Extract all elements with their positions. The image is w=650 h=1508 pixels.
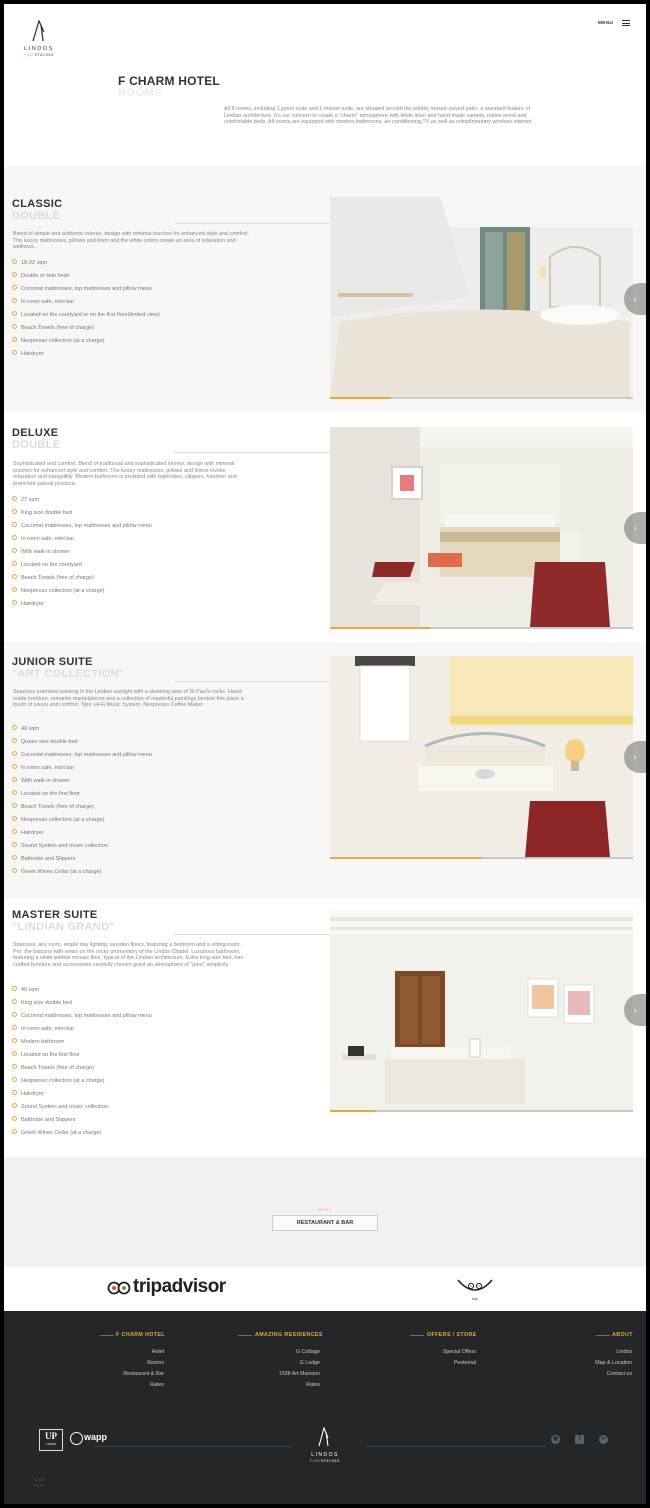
feature-bullet-icon bbox=[12, 751, 17, 756]
next-slide-arrow-icon[interactable]: › bbox=[624, 994, 646, 1026]
list-item: Cocomat mattresses, top mattresses and pillow menu bbox=[12, 1012, 152, 1020]
list-item: Nespresso collection (at a charge) bbox=[12, 587, 104, 595]
list-item: Cocomat mattresses, top mattresses and pillow menu bbox=[12, 285, 152, 293]
feature-bullet-icon bbox=[12, 298, 17, 303]
feature-bullet-icon bbox=[12, 868, 17, 873]
logo-mark-icon[interactable] bbox=[30, 20, 48, 42]
room-photo-deluxe[interactable] bbox=[330, 427, 633, 629]
feature-bullet-icon bbox=[12, 587, 17, 592]
feature-bullet-icon bbox=[12, 496, 17, 501]
feature-bullet-icon bbox=[12, 548, 17, 553]
feature-bullet-icon bbox=[12, 764, 17, 769]
list-item: Hairdryer bbox=[12, 829, 44, 837]
room-subtitle: "ART COLLECTION" bbox=[12, 668, 125, 680]
list-item: Located on the first floor bbox=[12, 790, 80, 798]
list-item: Double or twin beds bbox=[12, 272, 70, 280]
feature-bullet-icon bbox=[12, 272, 17, 277]
feature-bullet-icon bbox=[12, 1116, 17, 1121]
list-item: Sound System and music collection bbox=[12, 1103, 108, 1111]
feature-bullet-icon bbox=[12, 738, 17, 743]
slider-progress-fill bbox=[330, 857, 482, 859]
menu-label[interactable]: MENU bbox=[598, 21, 614, 26]
list-item: 18-22 sqm bbox=[12, 259, 47, 267]
footer-link[interactable]: Rooms bbox=[147, 1360, 164, 1366]
wapp-logo[interactable]: wapp bbox=[84, 1432, 108, 1442]
tripadvisor-badge-icon bbox=[456, 1278, 494, 1294]
slider-progress bbox=[330, 397, 633, 399]
facebook-icon[interactable]: f bbox=[575, 1435, 584, 1444]
divider bbox=[174, 934, 330, 935]
list-item: Beach Towels (free of charge) bbox=[12, 803, 94, 811]
wapp-logo-icon[interactable] bbox=[70, 1432, 83, 1445]
list-item: Cocomat mattresses, top mattresses and pillow menu bbox=[12, 522, 152, 530]
feature-bullet-icon bbox=[12, 509, 17, 514]
list-item: Nespresso collection (at a charge) bbox=[12, 337, 104, 345]
footer-logo-tagline: FINESTAYING bbox=[309, 1459, 341, 1463]
list-item: Queen size double bed bbox=[12, 738, 78, 746]
slider-progress bbox=[330, 627, 633, 629]
feature-bullet-icon bbox=[12, 1051, 17, 1056]
feature-bullet-icon bbox=[12, 574, 17, 579]
room-title: CLASSIC bbox=[12, 198, 63, 210]
room-description: Blend of simple and authentic interior, design with minimal touches for enhanced style and comfort. The luxury mattresses, pillows and linen and the white colors create an aura of relaxation and wellness. bbox=[13, 231, 249, 251]
list-item: Sound System and music collection bbox=[12, 842, 108, 850]
footer-link[interactable]: G Lodge bbox=[299, 1360, 320, 1366]
footer-link[interactable]: Rates bbox=[150, 1382, 164, 1388]
copyright-sub: F.C.H. bbox=[34, 1484, 44, 1488]
list-item: Bathrobe and Slippers bbox=[12, 1116, 75, 1124]
page bbox=[4, 4, 646, 1504]
footer-link[interactable]: Hotel bbox=[151, 1349, 164, 1355]
footer-link[interactable]: Pestemal bbox=[453, 1360, 476, 1366]
list-item: Beach Towels (free of charge) bbox=[12, 1064, 94, 1072]
feature-bullet-icon bbox=[12, 285, 17, 290]
list-item: In room safe, mini bar bbox=[12, 764, 74, 772]
footer-link[interactable]: Map & Location bbox=[595, 1360, 632, 1366]
up-living-logo[interactable]: UP LIVING bbox=[39, 1429, 63, 1451]
copyright: © 2017 bbox=[34, 1478, 46, 1482]
room-photo-junior-suite[interactable] bbox=[330, 656, 633, 858]
foursquare-icon[interactable]: ◉ bbox=[552, 1436, 559, 1442]
room-subtitle: DOUBLE bbox=[12, 439, 61, 451]
page-subtitle: ROOMS bbox=[118, 87, 163, 99]
feature-bullet-icon bbox=[12, 986, 17, 991]
slider-progress-fill bbox=[330, 627, 430, 629]
list-item: Hairdryer bbox=[12, 350, 44, 358]
feature-bullet-icon bbox=[12, 816, 17, 821]
feature-bullet-icon bbox=[12, 790, 17, 795]
feature-bullet-icon bbox=[12, 829, 17, 834]
footer-link[interactable]: Special Offers bbox=[442, 1349, 476, 1355]
tripadvisor-logo[interactable]: tripadvisor bbox=[133, 1276, 226, 1297]
list-item: Hairdryer bbox=[12, 1090, 44, 1098]
room-description: Spacious premises basking in the Lindian sunlight with a stunning view of St Paul's rocks. Hand-made furniture, romantic mantelpieces and a collection of masterful paintings bestow this place a touch of luxury and comfort. Tips: Hi-Fi Music System, Nespresso Coffee Maker. bbox=[13, 689, 244, 709]
room-photo-classic[interactable] bbox=[330, 197, 633, 399]
feature-bullet-icon bbox=[12, 725, 17, 730]
next-slide-arrow-icon[interactable]: › bbox=[624, 741, 646, 773]
feature-bullet-icon bbox=[12, 337, 17, 342]
list-item: 40 sqm bbox=[12, 725, 39, 733]
feature-bullet-icon bbox=[12, 350, 17, 355]
list-item: In room safe, mini bar bbox=[12, 1025, 74, 1033]
list-item: With walk-in shower bbox=[12, 777, 70, 785]
footer-link[interactable]: Restaurant & Bar bbox=[123, 1371, 164, 1377]
room-title: JUNIOR SUITE bbox=[12, 656, 93, 668]
divider bbox=[174, 681, 330, 682]
feature-bullet-icon bbox=[12, 1012, 17, 1017]
footer-heading: F CHARM HOTEL bbox=[116, 1332, 166, 1338]
footer-link[interactable]: G Cottage bbox=[295, 1349, 320, 1355]
next-slide-arrow-icon[interactable]: › bbox=[624, 283, 646, 315]
room-subtitle: DOUBLE bbox=[12, 210, 61, 222]
slider-progress-fill bbox=[330, 1110, 375, 1112]
slider-progress-fill bbox=[330, 397, 391, 399]
feature-bullet-icon bbox=[12, 1038, 17, 1043]
list-item: In room safe, mini bar bbox=[12, 298, 74, 306]
feature-bullet-icon bbox=[12, 777, 17, 782]
feature-bullet-icon bbox=[12, 1103, 17, 1108]
list-item: Cocomat mattresses, top mattresses and pillow menu bbox=[12, 751, 152, 759]
next-page-button[interactable]: RESTAURANT & BAR bbox=[272, 1215, 378, 1231]
footer-link[interactable]: 1938 Art Mansion bbox=[278, 1371, 320, 1377]
feature-bullet-icon bbox=[12, 259, 17, 264]
feature-bullet-icon bbox=[12, 535, 17, 540]
feature-bullet-icon bbox=[12, 561, 17, 566]
room-title: DELUXE bbox=[12, 427, 59, 439]
slider-progress bbox=[330, 857, 633, 859]
next-label: NEXT bbox=[317, 1207, 333, 1212]
next-section bbox=[4, 1157, 646, 1267]
hamburger-menu-icon[interactable] bbox=[622, 20, 630, 28]
footer-divider bbox=[366, 1446, 546, 1447]
trip-badge-label: trip bbox=[472, 1296, 478, 1301]
footer-divider bbox=[94, 1446, 292, 1447]
list-item: Beach Towels (free of charge) bbox=[12, 574, 94, 582]
feature-bullet-icon bbox=[12, 842, 17, 847]
footer-heading: AMAZING RESIDENCES bbox=[255, 1332, 323, 1338]
room-title: MASTER SUITE bbox=[12, 909, 98, 921]
feature-bullet-icon bbox=[12, 1064, 17, 1069]
room-subtitle: "LINDIAN GRAND" bbox=[12, 921, 115, 933]
footer-heading: ABOUT bbox=[612, 1332, 633, 1338]
room-description: Spacious, airy room, ample day lighting, wooden floors, featuring a bedroom and a sitting-room. Pro: the balcony with views on the rocky promontory of the Lindos Citadel. Luxurious bathroom, featuring a white-pebble mosaic floor, typical of the Lindian architecture. Extra king-size bed, han crafted furniture and accessories carefully chosen grant an atmosphere of "pure" simplicity. bbox=[13, 942, 244, 968]
divider bbox=[174, 452, 330, 453]
feature-bullet-icon bbox=[12, 1077, 17, 1082]
list-item: Modern bathroom bbox=[12, 1038, 64, 1046]
feature-bullet-icon bbox=[12, 311, 17, 316]
feature-bullet-icon bbox=[12, 600, 17, 605]
tripadvisor-owl-icon bbox=[107, 1281, 131, 1295]
logo-tagline: FINESTAYING bbox=[23, 53, 55, 57]
list-item: 27 sqm bbox=[12, 496, 39, 504]
footer bbox=[4, 1311, 646, 1504]
list-item: Located on the courtyard bbox=[12, 561, 82, 569]
list-item: With walk-in shower bbox=[12, 548, 70, 556]
tripadvisor-icon[interactable]: ∞ bbox=[599, 1435, 608, 1444]
room-description: Sophisticated and comfort. Blend of traditional and sophisticated interior, design with minimal touches for enhanced style and comfort. The luxury mattresses, pillows and linens invoke relaxation and tranquillity. Modern bathroom is provided with bathrobes, slippers, hairdrier and branched natural products. bbox=[13, 461, 237, 487]
divider bbox=[174, 223, 330, 224]
intro-text: All 8 rooms, including 1 junior suite and 1 master suite, are situated around the pebbly mosaic-paved patio, a standard feature of Lindian architecture. It's our concern to create a "charm" atmosphere with white linen and hand made carpets, native wood and comfortable beds. All rooms are equipped with modern bathrooms, air-conditioning,TV as well as complimentary wireless internet. bbox=[224, 106, 533, 126]
list-item: Nespresso collection (at a charge) bbox=[12, 1077, 104, 1085]
footer-link[interactable]: Lindos bbox=[616, 1349, 632, 1355]
feature-bullet-icon bbox=[12, 1090, 17, 1095]
feature-bullet-icon bbox=[12, 803, 17, 808]
list-item: Greek Wines Cellar (at a charge) bbox=[12, 868, 101, 876]
feature-bullet-icon bbox=[12, 855, 17, 860]
feature-bullet-icon bbox=[12, 324, 17, 329]
list-item: Located on the first floor bbox=[12, 1051, 80, 1059]
slider-progress bbox=[330, 1110, 633, 1112]
list-item: Located on the courtyard or on the first floor(limited view) bbox=[12, 311, 160, 319]
logo-wordmark: LINDOS bbox=[24, 46, 54, 52]
footer-logo-wordmark: LINDOS bbox=[311, 1452, 339, 1458]
room-photo-master-suite[interactable] bbox=[330, 909, 633, 1111]
footer-heading-line bbox=[410, 1335, 424, 1336]
list-item: King size double bed bbox=[12, 999, 72, 1007]
list-item: 40 sqm bbox=[12, 986, 39, 994]
list-item: Bathrobe and Slippers bbox=[12, 855, 75, 863]
footer-link[interactable]: Contact us bbox=[606, 1371, 632, 1377]
list-item: King size double bed bbox=[12, 509, 72, 517]
feature-bullet-icon bbox=[12, 1129, 17, 1134]
footer-link[interactable]: Rates bbox=[306, 1382, 320, 1388]
page-title: F CHARM HOTEL bbox=[118, 74, 220, 88]
list-item: In room safe, mini bar bbox=[12, 535, 74, 543]
list-item: Nespresso collection (at a charge) bbox=[12, 816, 104, 824]
footer-heading: OFFERS / STORE bbox=[427, 1332, 477, 1338]
list-item: Hairdryer bbox=[12, 600, 44, 608]
list-item: Greek Wines Cellar (at a charge) bbox=[12, 1129, 101, 1137]
feature-bullet-icon bbox=[12, 1025, 17, 1030]
footer-heading-line bbox=[238, 1335, 252, 1336]
footer-heading-line bbox=[596, 1335, 610, 1336]
feature-bullet-icon bbox=[12, 522, 17, 527]
next-slide-arrow-icon[interactable]: › bbox=[624, 512, 646, 544]
list-item: Beach Towels (free of charge) bbox=[12, 324, 94, 332]
footer-heading-line bbox=[100, 1335, 114, 1336]
feature-bullet-icon bbox=[12, 999, 17, 1004]
footer-logo-mark-icon[interactable] bbox=[317, 1427, 331, 1447]
